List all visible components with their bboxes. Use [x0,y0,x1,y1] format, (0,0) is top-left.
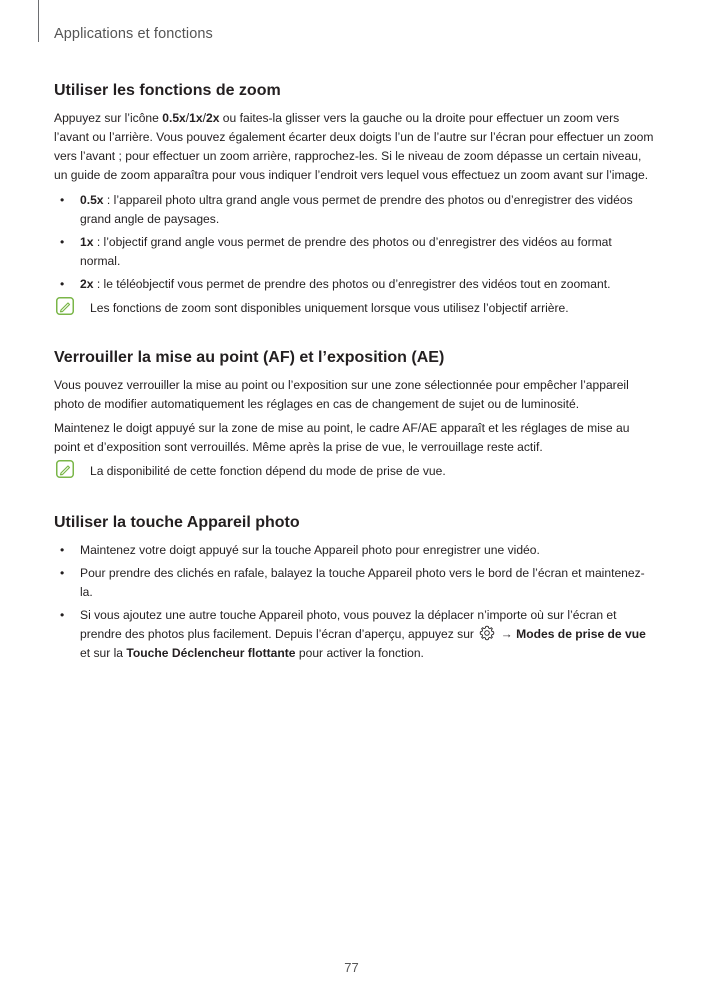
section-heading-lock: Verrouiller la mise au point (AF) et l’exposition (AE) [54,349,445,366]
section-heading-shutter: Utiliser la touche Appareil photo [54,514,300,531]
zoom-label-1x: 1x [189,111,203,125]
shutter-bullet-list [54,541,654,663]
zoom-label-05x: 0.5x [162,111,186,125]
main-content [54,82,654,667]
note-text: La disponibilité de cette fonction dépend du mode de prise de vue. [90,464,446,478]
list-item [54,191,654,229]
separator: / [202,111,206,125]
list-item [54,564,654,602]
note-icon [56,297,74,315]
bullet-text: et sur la [80,646,127,660]
bullet-term: 2x [80,277,94,291]
page-header: Applications et fonctions [54,26,213,42]
menu-path-floating-shutter: Touche Déclencheur flottante [126,646,296,660]
bullet-term: 1x [80,235,94,249]
bullet-text: : le téléobjectif vous permet de prendre des photos ou d’enregistrer des vidéos tout en zoomant. [93,277,611,291]
list-item [54,275,654,294]
bullet-text: : l’objectif grand angle vous permet de prendre des photos ou d’enregistrer des vidéos au format normal. [80,235,612,268]
menu-path-modes: Modes de prise de vue [516,627,646,641]
zoom-bullet-list [54,191,654,294]
bullet-text: : l’appareil photo ultra grand angle vous permet de prendre des photos ou d’enregistrer des vidéos grand angle de paysages. [80,193,633,226]
lock-paragraph-2: Maintenez le doigt appuyé sur la zone de mise au point, le cadre AF/AE apparaît et les réglages de mise au point et d’exposition sont verrouillés. Même après la prise de vue, le verrouillage reste actif. [54,421,630,454]
list-item [54,233,654,271]
list-item [54,606,654,663]
section-shutter [54,514,654,663]
note-icon [56,460,74,478]
bullet-dot: • [60,277,65,291]
zoom-intro [54,109,654,185]
gear-icon [479,625,495,641]
bullet-dot: • [60,566,65,580]
bullet-text: Si vous ajoutez une autre touche Appareil photo, vous pouvez la déplacer n’importe où sur l’écran et prendre des photos plus facilement. Depuis l’écran d’aperçu, appuyez sur [80,608,617,641]
zoom-note [54,299,654,321]
bullet-text: Maintenez votre doigt appuyé sur la touche Appareil photo pour enregistrer une vidéo. [80,543,540,557]
lock-paragraph-1: Vous pouvez verrouiller la mise au point ou l’exposition sur une zone sélectionnée pour empêcher l’appareil photo de modifier automatiquement les réglages en cas de changement de sujet ou de luminosité. [54,378,629,411]
page-number: 77 [344,960,359,975]
zoom-label-2x: 2x [205,111,220,125]
arrow-separator: → [497,627,517,641]
note-text: Les fonctions de zoom sont disponibles uniquement lorsque vous utilisez l’objectif arrière. [90,301,569,315]
separator: / [185,111,190,125]
bullet-dot: • [60,543,65,557]
section-heading-zoom: Utiliser les fonctions de zoom [54,82,281,99]
lock-note [54,462,654,484]
bullet-dot: • [60,608,65,622]
zoom-intro-text: ou faites-la glisser vers la gauche ou la droite pour effectuer un zoom vers l’avant ou l’arrière. Vous pouvez également écarter deux doigts l’un de l’autre sur l’écran pour effectuer un zoom vers l’avant ; pour effectuer un zoom arrière, rapprochez-les. Si le niveau de zoom dépasse un certain niveau, un guide de zoom apparaîtra pour vous indiquer l’endroit vers lequel vous effectuez un zoom avant sur l’image. [54,111,654,182]
header-rule [38,0,39,42]
section-zoom [54,82,654,321]
bullet-text: Pour prendre des clichés en rafale, balayez la touche Appareil photo vers le bord de l’écran et maintenez-la. [80,566,645,599]
zoom-intro-text: Appuyez sur l’icône [54,111,163,125]
section-lock [54,349,654,484]
list-item [54,541,654,560]
bullet-dot: • [60,193,65,207]
bullet-dot: • [60,235,65,249]
bullet-term: 0.5x [80,193,104,207]
bullet-text: pour activer la fonction. [295,646,424,660]
